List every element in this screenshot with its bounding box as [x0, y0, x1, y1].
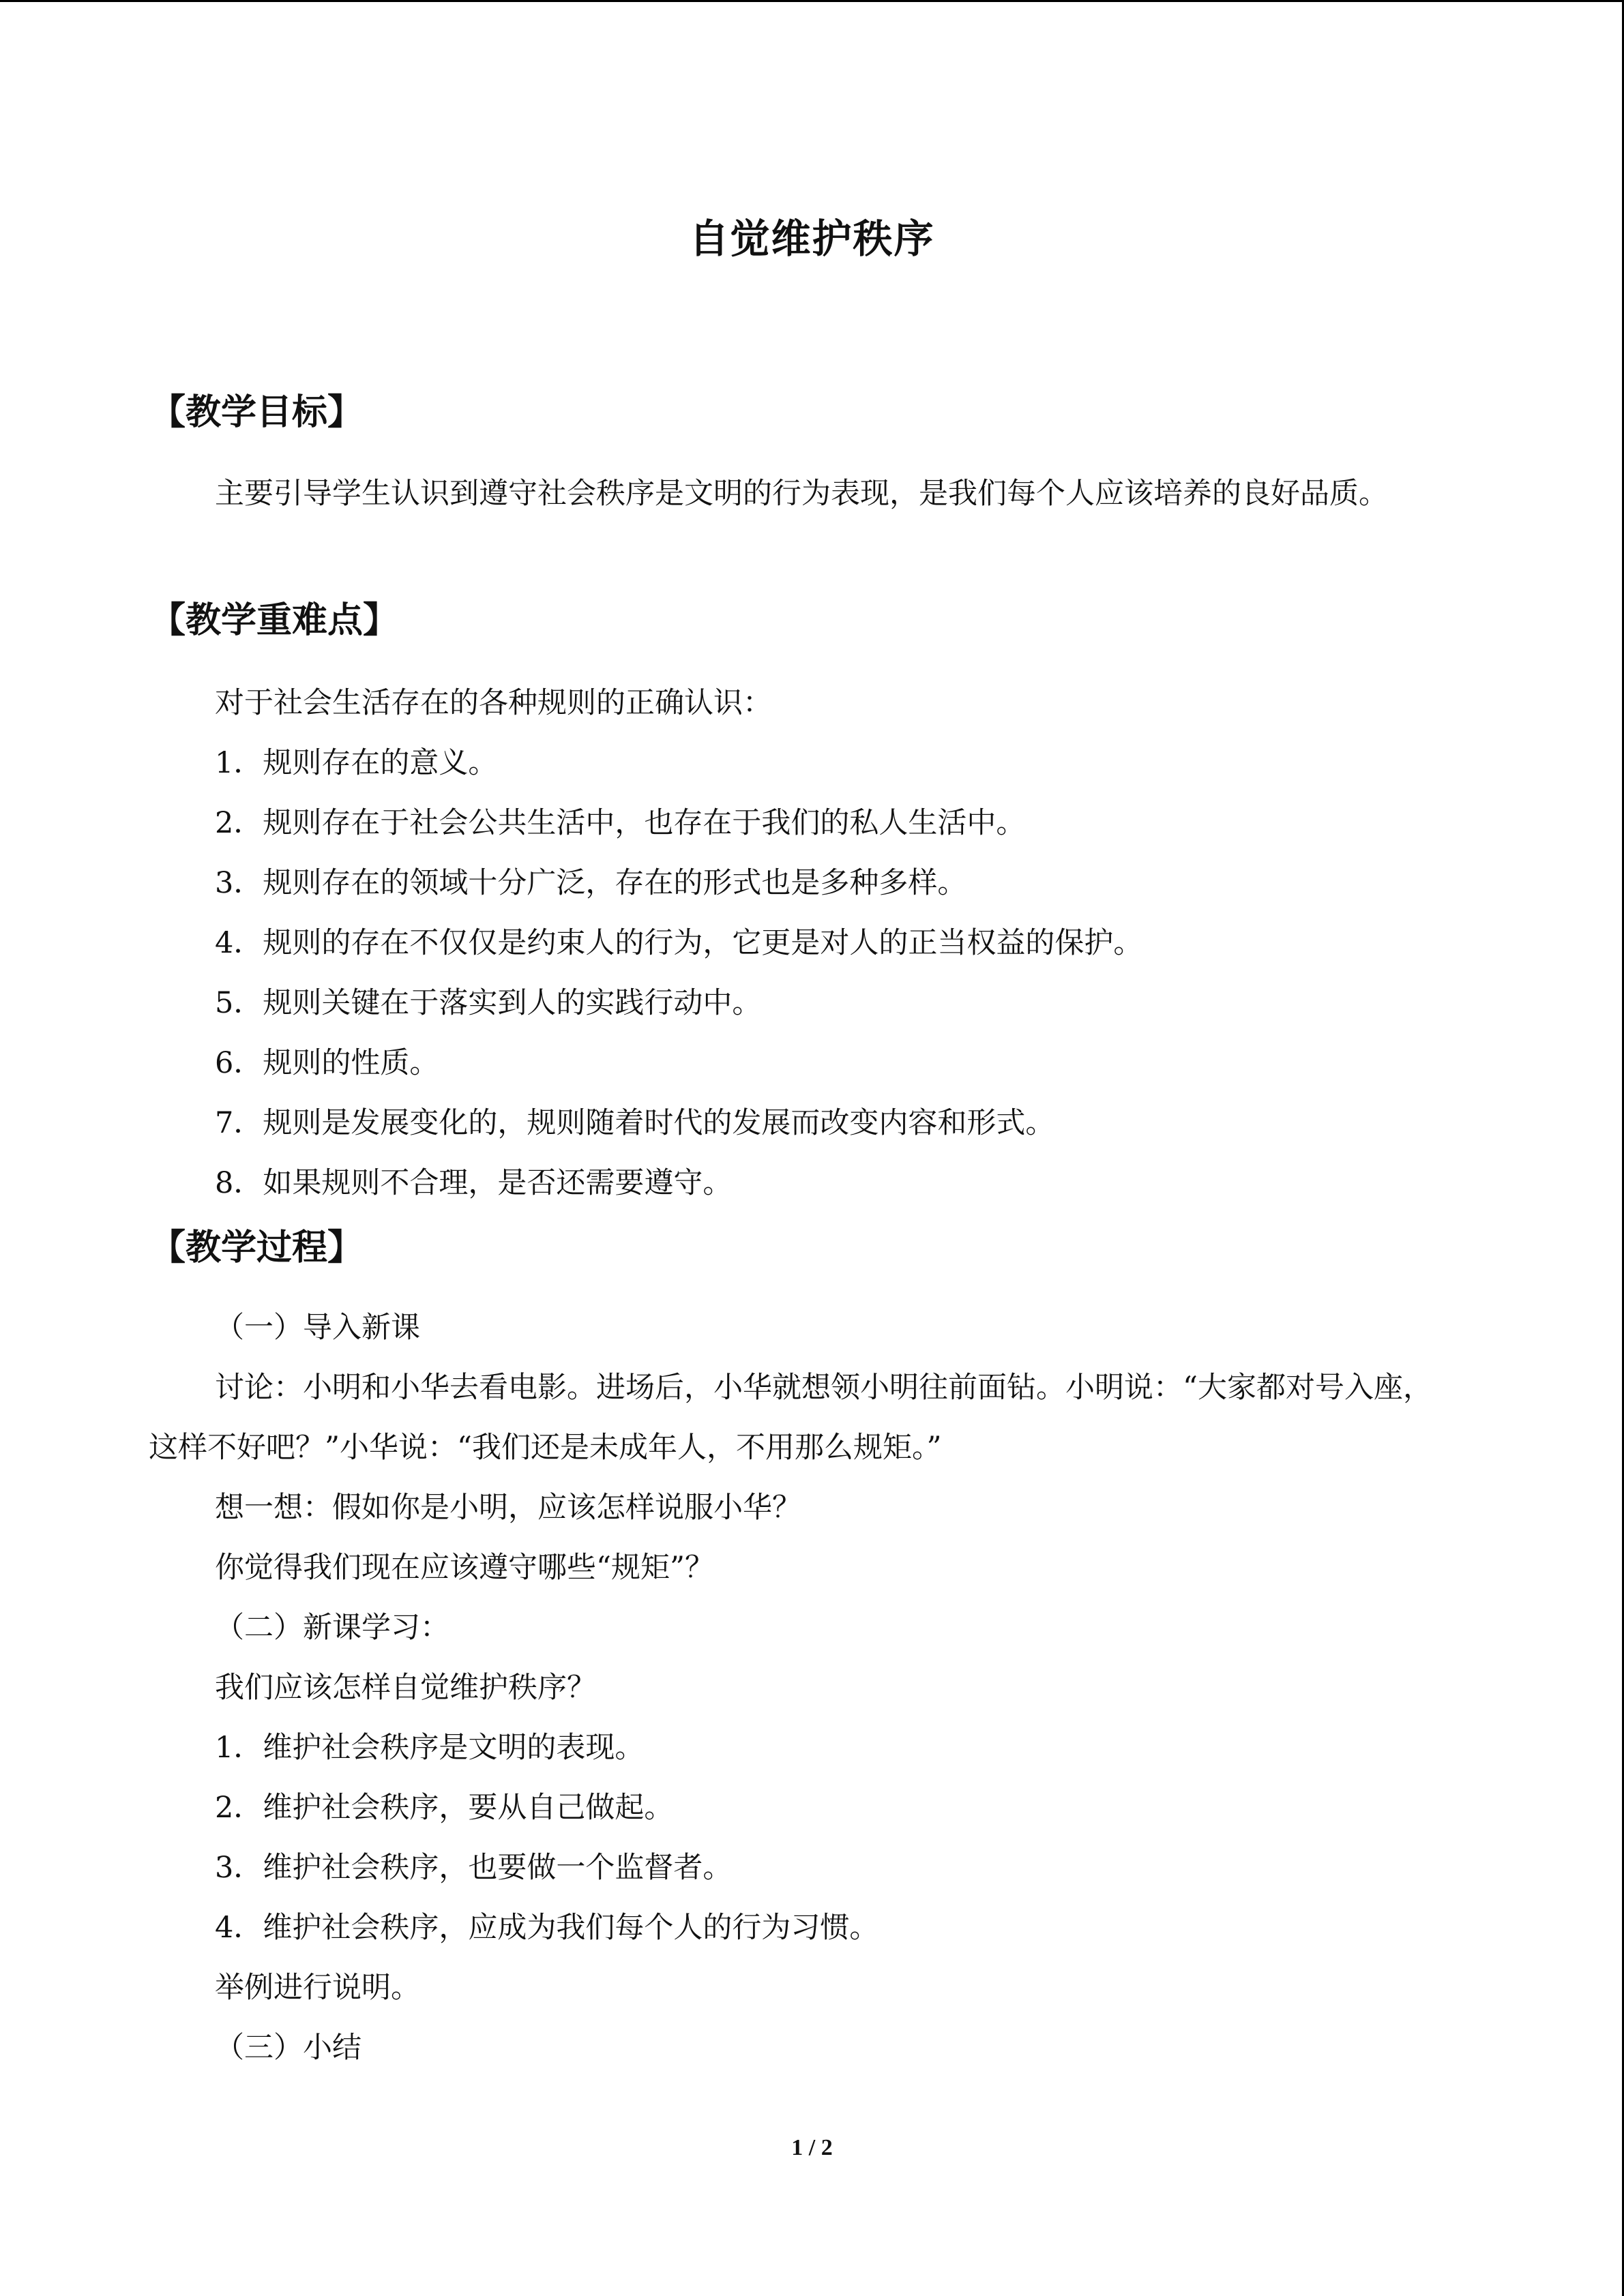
heading-process: 【教学过程】	[150, 1227, 364, 1268]
key-point-item: 8．如果规则不合理，是否还需要遵守。	[215, 1166, 733, 1200]
key-point-item: 4．规则的存在不仅仅是约束人的行为，它更是对人的正当权益的保护。	[215, 926, 1143, 960]
process-question: 你觉得我们现在应该遵守哪些“规矩”？	[215, 1551, 714, 1585]
process-discussion: 讨论：小明和小华去看电影。进场后，小华就想领小明往前面钻。小明说：“大家都对号入座，这样不好吧？”小华说：“我们还是未成年人，不用那么规矩。”	[149, 1371, 1432, 1465]
key-points-intro: 对于社会生活存在的各种规则的正确认识：	[215, 686, 772, 720]
key-point-item: 5．规则关键在于落实到人的实践行动中。	[215, 986, 762, 1020]
key-point-item: 7．规则是发展变化的，规则随着时代的发展而改变内容和形式。	[215, 1106, 1055, 1140]
process-part2-title: （二）新课学习：	[215, 1611, 449, 1645]
process-part2-item: 2．维护社会秩序，要从自己做起。	[215, 1791, 674, 1825]
key-point-item: 3．规则存在的领域十分广泛，存在的形式也是多种多样。	[215, 866, 967, 900]
objectives-paragraph: 主要引导学生认识到遵守社会秩序是文明的行为表现，是我们每个人应该培养的良好品质。	[215, 477, 1388, 511]
process-part2-item: 4．维护社会秩序，应成为我们每个人的行为习惯。	[215, 1911, 879, 1945]
process-think: 想一想：假如你是小明，应该怎样说服小华？	[215, 1491, 801, 1525]
process-part2-item: 1．维护社会秩序是文明的表现。	[215, 1731, 645, 1765]
process-example: 举例进行说明。	[215, 1971, 420, 2005]
heading-objectives: 【教学目标】	[150, 392, 364, 433]
page-number: 1 / 2	[791, 2135, 833, 2160]
key-point-item: 2．规则存在于社会公共生活中，也存在于我们的私人生活中。	[215, 806, 1026, 840]
key-point-item: 6．规则的性质。	[215, 1046, 439, 1080]
process-part3-title: （三）小结	[215, 2031, 361, 2065]
process-part1-title: （一）导入新课	[215, 1311, 420, 1345]
page-top-border	[0, 0, 1624, 2]
document-title: 自觉维护秩序	[689, 215, 935, 262]
process-part2-item: 3．维护社会秩序，也要做一个监督者。	[215, 1851, 733, 1885]
heading-key-points: 【教学重难点】	[150, 600, 399, 641]
key-point-item: 1．规则存在的意义。	[215, 746, 498, 780]
process-part2-question: 我们应该怎样自觉维护秩序？	[215, 1671, 596, 1705]
